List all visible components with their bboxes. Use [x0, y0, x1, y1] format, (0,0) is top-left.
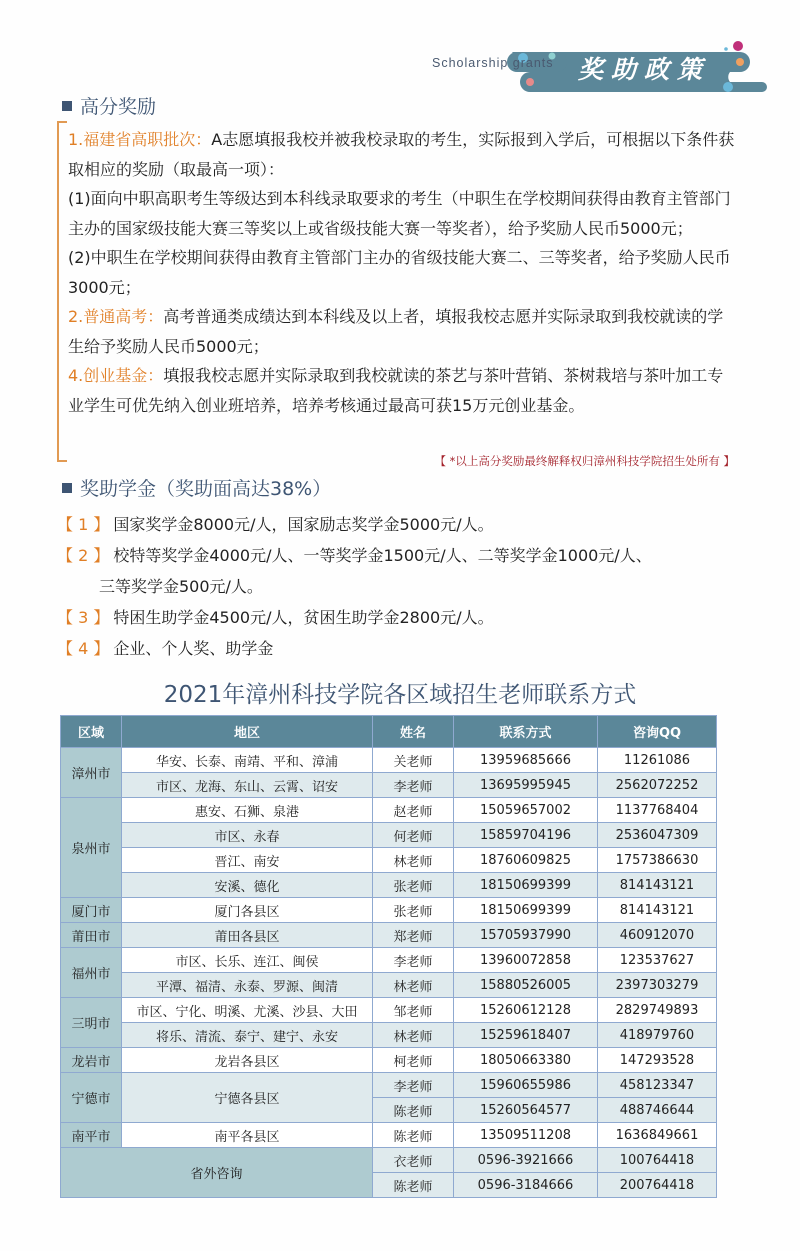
phone-cell: 15059657002 — [454, 798, 598, 823]
phone-cell: 13509511208 — [454, 1123, 598, 1148]
name-cell: 陈老师 — [373, 1123, 454, 1148]
paragraph-1-sub-1: (1)面向中职高职考生等级达到本科线录取要求的考生（中职生在学校期间获得由教育主管部门主办的国家级技能大赛三等奖以上或省级技能大赛一等奖者），给予奖励人民币5000元； — [68, 189, 731, 238]
scholarship-list — [57, 509, 652, 664]
area-cell: 安溪、德化 — [122, 873, 373, 898]
phone-cell: 15859704196 — [454, 823, 598, 848]
table-row — [61, 923, 717, 948]
section-heading-high-score — [62, 92, 156, 119]
list-item — [57, 633, 652, 664]
city-cell: 厦门市 — [61, 898, 122, 923]
area-cell: 市区、长乐、连江、闽侯 — [122, 948, 373, 973]
list-item-continuation: 三等奖学金500元/人。 — [99, 577, 263, 596]
name-cell: 李老师 — [373, 773, 454, 798]
phone-cell: 15259618407 — [454, 1023, 598, 1048]
name-cell: 关老师 — [373, 748, 454, 773]
table-row — [61, 873, 717, 898]
qq-cell: 147293528 — [598, 1048, 717, 1073]
paragraph-label: 2.普通高考： — [68, 307, 164, 326]
qq-cell: 1137768404 — [598, 798, 717, 823]
table-row — [61, 798, 717, 823]
table-row — [61, 1073, 717, 1098]
name-cell: 林老师 — [373, 973, 454, 998]
name-cell: 张老师 — [373, 898, 454, 923]
name-cell: 林老师 — [373, 848, 454, 873]
phone-cell: 15960655986 — [454, 1073, 598, 1098]
banner-english: Scholarship grants — [432, 56, 554, 70]
list-number: 【 2 】 — [57, 546, 110, 565]
paragraph-label: 1.福建省高职批次： — [68, 130, 212, 149]
area-cell: 平潭、福清、永泰、罗源、闽清 — [122, 973, 373, 998]
banner-chinese: 奖助政策 — [578, 55, 711, 84]
table-row — [61, 773, 717, 798]
area-cell: 南平各县区 — [122, 1123, 373, 1148]
phone-cell: 18050663380 — [454, 1048, 598, 1073]
area-cell: 莆田各县区 — [122, 923, 373, 948]
qq-cell: 814143121 — [598, 898, 717, 923]
table-row — [61, 823, 717, 848]
area-cell: 晋江、南安 — [122, 848, 373, 873]
name-cell: 邹老师 — [373, 998, 454, 1023]
list-item — [57, 602, 652, 633]
name-cell: 郑老师 — [373, 923, 454, 948]
table-row — [61, 848, 717, 873]
area-cell: 厦门各县区 — [122, 898, 373, 923]
header-qq: 咨询QQ — [598, 716, 717, 748]
paragraph-text: 填报我校志愿并实际录取到我校就读的茶艺与茶叶营销、茶树栽培与茶叶加工专业学生可优先纳入创业班培养，培养考核通过最高可获15万元创业基金。 — [68, 366, 724, 415]
area-cell: 华安、长泰、南靖、平和、漳浦 — [122, 748, 373, 773]
table-row — [61, 1023, 717, 1048]
table-row — [61, 748, 717, 773]
phone-cell: 18760609825 — [454, 848, 598, 873]
paragraph-text: A志愿填报我校并被我校录取的考生，实际报到入学后，可根据以下条件获取相应的奖励（取最高一项）： — [68, 130, 735, 179]
table-title: 2021年漳州科技学院各区域招生老师联系方式 — [163, 682, 637, 708]
contact-table — [60, 715, 717, 1198]
phone-cell: 0596-3184666 — [454, 1173, 598, 1198]
phone-cell: 15260612128 — [454, 998, 598, 1023]
paragraph-4 — [68, 361, 738, 420]
paragraph-2 — [68, 302, 738, 361]
area-cell: 市区、龙海、东山、云霄、诏安 — [122, 773, 373, 798]
qq-cell: 488746644 — [598, 1098, 717, 1123]
disclaimer-note: 【 *以上高分奖励最终解释权归漳州科技学院招生处所有 】 — [434, 454, 735, 468]
table-row — [61, 1048, 717, 1073]
qq-cell: 11261086 — [598, 748, 717, 773]
paragraph-text: 高考普通类成绩达到本科线及以上者，填报我校志愿并实际录取到我校就读的学生给予奖励人民币5000元； — [68, 307, 724, 356]
paragraph-label: 4.创业基金： — [68, 366, 164, 385]
qq-cell: 2397303279 — [598, 973, 717, 998]
section1-body — [68, 125, 738, 420]
out-of-province-cell: 省外咨询 — [61, 1148, 373, 1198]
qq-cell: 418979760 — [598, 1023, 717, 1048]
paragraph-1-sub-2: (2)中职生在学校期间获得由教育主管部门主办的省级技能大赛二、三等奖者，给予奖励人民币3000元； — [68, 248, 731, 297]
section-title: 高分奖励 — [80, 96, 157, 118]
phone-cell: 15880526005 — [454, 973, 598, 998]
header-phone: 联系方式 — [454, 716, 598, 748]
phone-cell: 15260564577 — [454, 1098, 598, 1123]
header-area: 地区 — [122, 716, 373, 748]
area-cell: 惠安、石狮、泉港 — [122, 798, 373, 823]
name-cell: 赵老师 — [373, 798, 454, 823]
table-row — [61, 1123, 717, 1148]
city-cell: 三明市 — [61, 998, 122, 1048]
qq-cell: 123537627 — [598, 948, 717, 973]
qq-cell: 2536047309 — [598, 823, 717, 848]
table-row — [61, 948, 717, 973]
name-cell: 林老师 — [373, 1023, 454, 1048]
name-cell: 张老师 — [373, 873, 454, 898]
bracket-decoration — [57, 121, 67, 462]
area-cell: 市区、宁化、明溪、尤溪、沙县、大田 — [122, 998, 373, 1023]
section-title: 奖助学金（奖助面高达38%） — [80, 478, 332, 500]
qq-cell: 814143121 — [598, 873, 717, 898]
name-cell: 何老师 — [373, 823, 454, 848]
city-cell: 漳州市 — [61, 748, 122, 798]
list-text: 特困生助学金4500元/人，贫困生助学金2800元/人。 — [113, 608, 494, 627]
area-cell: 宁德各县区 — [122, 1073, 373, 1123]
qq-cell: 460912070 — [598, 923, 717, 948]
list-text: 企业、个人奖、助学金 — [113, 639, 274, 658]
list-text: 校特等奖学金4000元/人、一等奖学金1500元/人、二等奖学金1000元/人、 — [113, 546, 652, 565]
qq-cell: 2829749893 — [598, 998, 717, 1023]
city-cell: 龙岩市 — [61, 1048, 122, 1073]
city-cell: 泉州市 — [61, 798, 122, 898]
city-cell: 宁德市 — [61, 1073, 122, 1123]
list-number: 【 3 】 — [57, 608, 110, 627]
phone-cell: 13959685666 — [454, 748, 598, 773]
paragraph-1 — [68, 125, 738, 184]
list-text: 国家奖学金8000元/人，国家励志奖学金5000元/人。 — [113, 515, 494, 534]
list-item — [57, 540, 652, 571]
header-name: 姓名 — [373, 716, 454, 748]
name-cell: 衣老师 — [373, 1148, 454, 1173]
header-region: 区域 — [61, 716, 122, 748]
square-bullet-icon — [62, 483, 72, 493]
table-row — [61, 973, 717, 998]
list-number: 【 4 】 — [57, 639, 110, 658]
table-row — [61, 898, 717, 923]
name-cell: 李老师 — [373, 1073, 454, 1098]
table-header-row — [61, 716, 717, 748]
phone-cell: 18150699399 — [454, 898, 598, 923]
city-cell: 南平市 — [61, 1123, 122, 1148]
phone-cell: 18150699399 — [454, 873, 598, 898]
name-cell: 陈老师 — [373, 1098, 454, 1123]
name-cell: 陈老师 — [373, 1173, 454, 1198]
phone-cell: 0596-3921666 — [454, 1148, 598, 1173]
qq-cell: 1636849661 — [598, 1123, 717, 1148]
city-cell: 福州市 — [61, 948, 122, 998]
qq-cell: 2562072252 — [598, 773, 717, 798]
name-cell: 李老师 — [373, 948, 454, 973]
name-cell: 柯老师 — [373, 1048, 454, 1073]
section-heading-scholarship — [62, 474, 331, 501]
qq-cell: 458123347 — [598, 1073, 717, 1098]
square-bullet-icon — [62, 101, 72, 111]
list-item — [57, 509, 652, 540]
area-cell: 将乐、清流、泰宁、建宁、永安 — [122, 1023, 373, 1048]
phone-cell: 13960072858 — [454, 948, 598, 973]
city-cell: 莆田市 — [61, 923, 122, 948]
qq-cell: 100764418 — [598, 1148, 717, 1173]
phone-cell: 13695995945 — [454, 773, 598, 798]
qq-cell: 1757386630 — [598, 848, 717, 873]
area-cell: 龙岩各县区 — [122, 1048, 373, 1073]
qq-cell: 200764418 — [598, 1173, 717, 1198]
list-number: 【 1 】 — [57, 515, 110, 534]
phone-cell: 15705937990 — [454, 923, 598, 948]
table-row — [61, 998, 717, 1023]
area-cell: 市区、永春 — [122, 823, 373, 848]
table-row — [61, 1148, 717, 1173]
